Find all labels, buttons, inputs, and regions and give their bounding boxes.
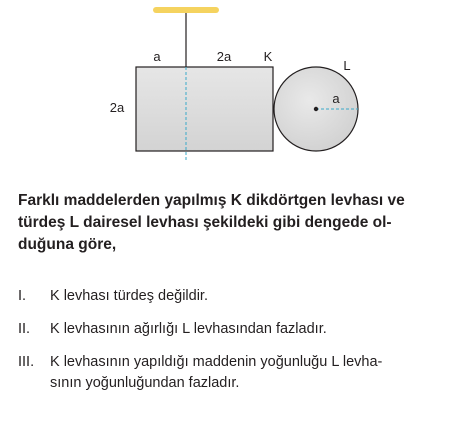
- statement-ii: [18, 319, 458, 340]
- statement-text: sının yoğunluğundan fazladır.: [50, 375, 240, 391]
- statement-list: [18, 286, 458, 394]
- label-2a-top: 2a: [216, 49, 232, 64]
- figure-diagram: [0, 0, 467, 175]
- circle-center-dot: [314, 107, 318, 111]
- label-2a-side: 2a: [109, 100, 125, 115]
- question-line: duğuna göre,: [18, 236, 117, 253]
- question-line: türdeş L dairesel levhası şekildeki gibi dengede ol-: [18, 214, 392, 231]
- question-text: [18, 190, 458, 256]
- statement-number: I.: [18, 288, 27, 304]
- label-l: L: [343, 58, 351, 73]
- question-line: Farklı maddelerden yapılmış K dikdörtgen levhası ve: [18, 192, 405, 209]
- statement-i: [18, 286, 458, 307]
- label-k: K: [263, 49, 273, 64]
- statement-text: K levhasının ağırlığı L levhasından fazladır.: [50, 321, 327, 337]
- support-bar: [153, 7, 219, 13]
- plate-k: [136, 67, 273, 151]
- label-a-top: a: [153, 49, 161, 64]
- statement-text: K levhasının yapıldığı maddenin yoğunluğu L levha-: [50, 354, 383, 370]
- statement-text: K levhası türdeş değildir.: [50, 288, 208, 304]
- statement-number: II.: [18, 321, 31, 337]
- statement-iii: [18, 352, 458, 394]
- statement-number: III.: [18, 354, 35, 370]
- label-a-radius: a: [332, 91, 340, 106]
